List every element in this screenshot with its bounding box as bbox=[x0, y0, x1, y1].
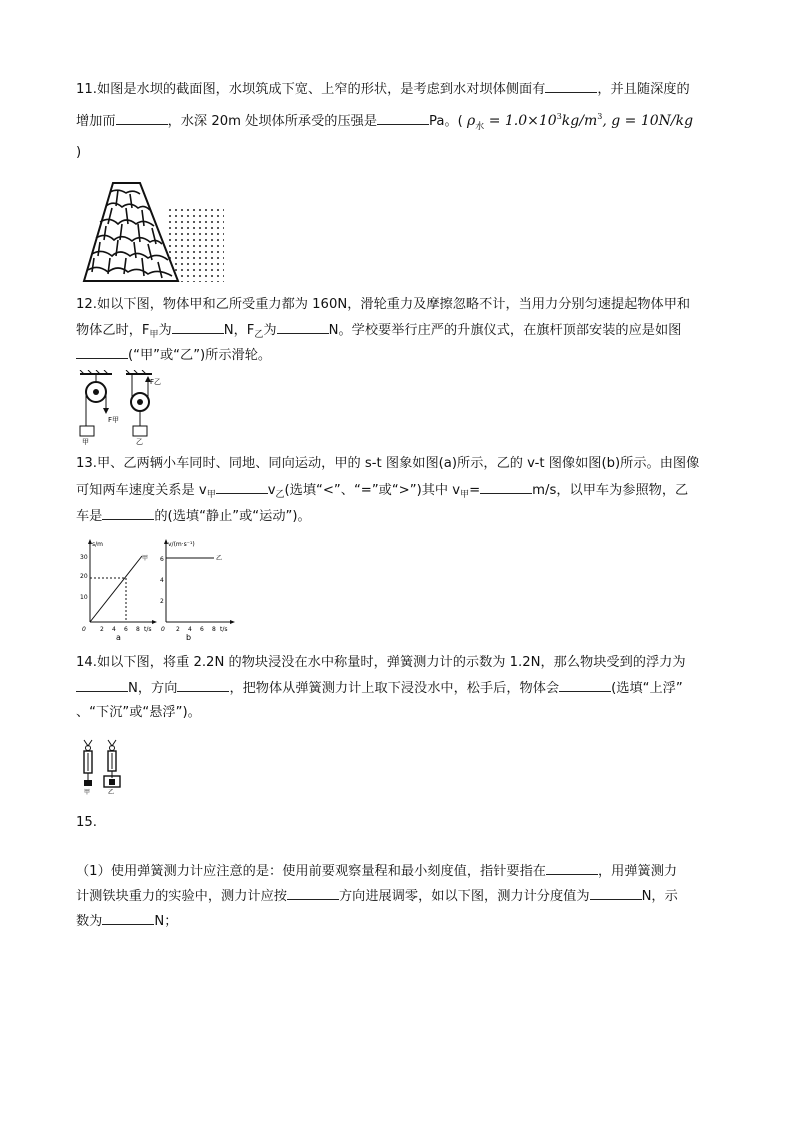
graph-a-xtick: 0 bbox=[82, 626, 86, 633]
graph-b-ytick: 2 bbox=[160, 598, 164, 605]
q13-line-3: 车是 的(选填“静止”或“运动”)。 bbox=[76, 509, 311, 524]
q15-blank-1[interactable] bbox=[546, 862, 598, 875]
q13-line-1 bbox=[76, 455, 699, 473]
graph-b-ytick: 4 bbox=[160, 577, 164, 584]
graph-a-caption: a bbox=[116, 633, 121, 642]
q14-blank-1[interactable] bbox=[76, 679, 128, 692]
graph-b-ylabel: v/(m·s⁻¹) bbox=[168, 541, 195, 548]
q11-text: ，水深 20m 处坝体所承受的压强是 bbox=[167, 114, 378, 129]
q15-number: 15. bbox=[76, 815, 97, 830]
q12-text: 物体乙时，F bbox=[76, 323, 150, 338]
q11-text: ) bbox=[76, 145, 82, 160]
spring-scale-jia bbox=[84, 740, 92, 786]
q12-text: 12.如以下图，物体甲和乙所受重力都为 160N，滑轮重力及摩擦忽略不计，当用力分别匀速提起物体甲和 bbox=[76, 297, 691, 312]
graph-b-ytick: 6 bbox=[160, 556, 164, 563]
dam-cross-section-figure bbox=[78, 178, 228, 284]
graph-b-xtick: 0 bbox=[161, 626, 165, 633]
q13-line-2: 可知两车速度关系是 $v_甲$ $v_乙$(选填“<”、“=”或“>”)其中 $v_甲= m/s$，以甲车为参照物，乙 bbox=[76, 483, 689, 500]
q11-line-3 bbox=[76, 144, 81, 162]
q13-blank-3[interactable] bbox=[102, 507, 154, 520]
q15-text: 数为 bbox=[76, 914, 103, 929]
label-jia: 甲 bbox=[84, 789, 91, 796]
q11-text: Pa。( bbox=[429, 114, 463, 129]
q14-blank-3[interactable] bbox=[559, 679, 611, 692]
q14-line-1 bbox=[76, 654, 686, 672]
q11-line-1 bbox=[76, 80, 690, 99]
q13-text: 13.甲、乙两辆小车同时、同地、同向运动，甲的 s-t 图象如图(a)所示，乙的 v-t 图像如图(b)所示。由图像 bbox=[76, 456, 700, 471]
q15-text: 计测铁块重力的实验中，测力计应按 bbox=[76, 889, 287, 904]
q12-line-2: 物体乙时，$F_甲$为 N，$F_乙$为 N。学校要举行庄严的升旗仪式，在旗杆顶部安装的应是如图 bbox=[76, 323, 682, 340]
graph-a-xtick: 2 bbox=[100, 626, 104, 633]
graph-b-caption: b bbox=[186, 633, 192, 642]
graph-a-ylabel: s/m bbox=[92, 541, 103, 548]
q12-line-1 bbox=[76, 296, 690, 314]
q15-blank-3[interactable] bbox=[590, 887, 642, 900]
graph-b-xtick: 4 bbox=[188, 626, 192, 633]
q13-blank-2[interactable] bbox=[480, 481, 532, 494]
q11-text: 增加而 bbox=[76, 114, 116, 129]
series-jia-line bbox=[90, 556, 142, 622]
graph-a-s-t bbox=[78, 538, 158, 642]
label-jia: 甲 bbox=[82, 438, 89, 446]
q13-text: 可知两车速度关系是 v bbox=[76, 483, 207, 498]
graph-b-xtick: 8 bbox=[212, 626, 216, 633]
q11-text: 11.如图是水坝的截面图，水坝筑成下宽、上窄的形状，是考虑到水对坝体侧面有 bbox=[76, 82, 546, 97]
graph-a-ytick: 20 bbox=[80, 573, 88, 580]
graph-b-series-label: 乙 bbox=[216, 555, 223, 562]
graph-a-ytick: 30 bbox=[80, 554, 88, 561]
q15-line-2: 计测铁块重力的实验中，测力计应按 方向进展调零，如以下图，测力计分度值为 N，示 bbox=[76, 889, 678, 904]
label-yi: 乙 bbox=[108, 789, 115, 796]
pulley-figure bbox=[76, 370, 166, 446]
q15-text: （1）使用弹簧测力计应注意的是：使用前要观察量程和最小刻度值，指针要指在 bbox=[76, 864, 546, 879]
label-F-yi: F乙 bbox=[150, 378, 162, 386]
q14-text: 、“下沉”或“悬浮”)。 bbox=[76, 705, 201, 720]
q12-line-3 bbox=[76, 346, 271, 365]
q14-line-3 bbox=[76, 704, 201, 722]
graph-a-ytick: 10 bbox=[80, 594, 88, 601]
graph-a-series-label: 甲 bbox=[142, 555, 149, 562]
q11-blank-3[interactable] bbox=[377, 112, 429, 125]
q13-blank-1[interactable] bbox=[216, 481, 268, 494]
density-formula: $\rho_水 = 1.0\times 10^3kg/m^3$, g = 10N/kg bbox=[467, 112, 694, 132]
q14-text: N，方向 bbox=[128, 681, 178, 696]
q12-text: (“甲”或“乙”)所示滑轮。 bbox=[128, 348, 272, 363]
spring-scale-figure bbox=[78, 738, 130, 796]
graph-a-xlabel: t/s bbox=[144, 626, 152, 633]
q15-blank-2[interactable] bbox=[287, 887, 339, 900]
fixed-pulley bbox=[80, 370, 112, 436]
q15-line-3: 数为 N； bbox=[76, 914, 178, 929]
graph-a-xtick: 4 bbox=[112, 626, 116, 633]
q11-blank-1[interactable] bbox=[545, 80, 597, 93]
q12-blank-2[interactable] bbox=[277, 321, 329, 334]
q11-text: ，并且随深度的 bbox=[597, 82, 690, 97]
q12-blank-3[interactable] bbox=[76, 346, 128, 359]
q15-blank-4[interactable] bbox=[102, 912, 154, 925]
q11-line-2 bbox=[76, 112, 693, 132]
label-yi: 乙 bbox=[136, 438, 143, 446]
movable-pulley bbox=[126, 370, 152, 436]
graph-b-xtick: 6 bbox=[200, 626, 204, 633]
graph-b-xtick: 2 bbox=[176, 626, 180, 633]
spring-scale-yi bbox=[104, 740, 120, 787]
q12-blank-1[interactable] bbox=[172, 321, 224, 334]
q15-line-1: （1）使用弹簧测力计应注意的是：使用前要观察量程和最小刻度值，指针要指在 ，用弹簧测力 bbox=[76, 864, 678, 879]
q13-text: 车是 bbox=[76, 509, 103, 524]
q14-blank-2[interactable] bbox=[177, 679, 229, 692]
label-F-jia: F甲 bbox=[108, 416, 120, 424]
q11-blank-2[interactable] bbox=[116, 112, 168, 125]
graph-b-v-t bbox=[160, 538, 236, 642]
q14-line-2: N，方向 ，把物体从弹簧测力计上取下浸没水中，松手后，物体会 (选填“上浮” bbox=[76, 679, 683, 698]
graph-a-xtick: 6 bbox=[124, 626, 128, 633]
q14-text: 14.如以下图，将重 2.2N 的物块浸没在水中称量时，弹簧测力计的示数为 1.2N，那么物块受到的浮力为 bbox=[76, 655, 686, 670]
graph-b-xlabel: t/s bbox=[220, 626, 228, 633]
graph-a-xtick: 8 bbox=[136, 626, 140, 633]
